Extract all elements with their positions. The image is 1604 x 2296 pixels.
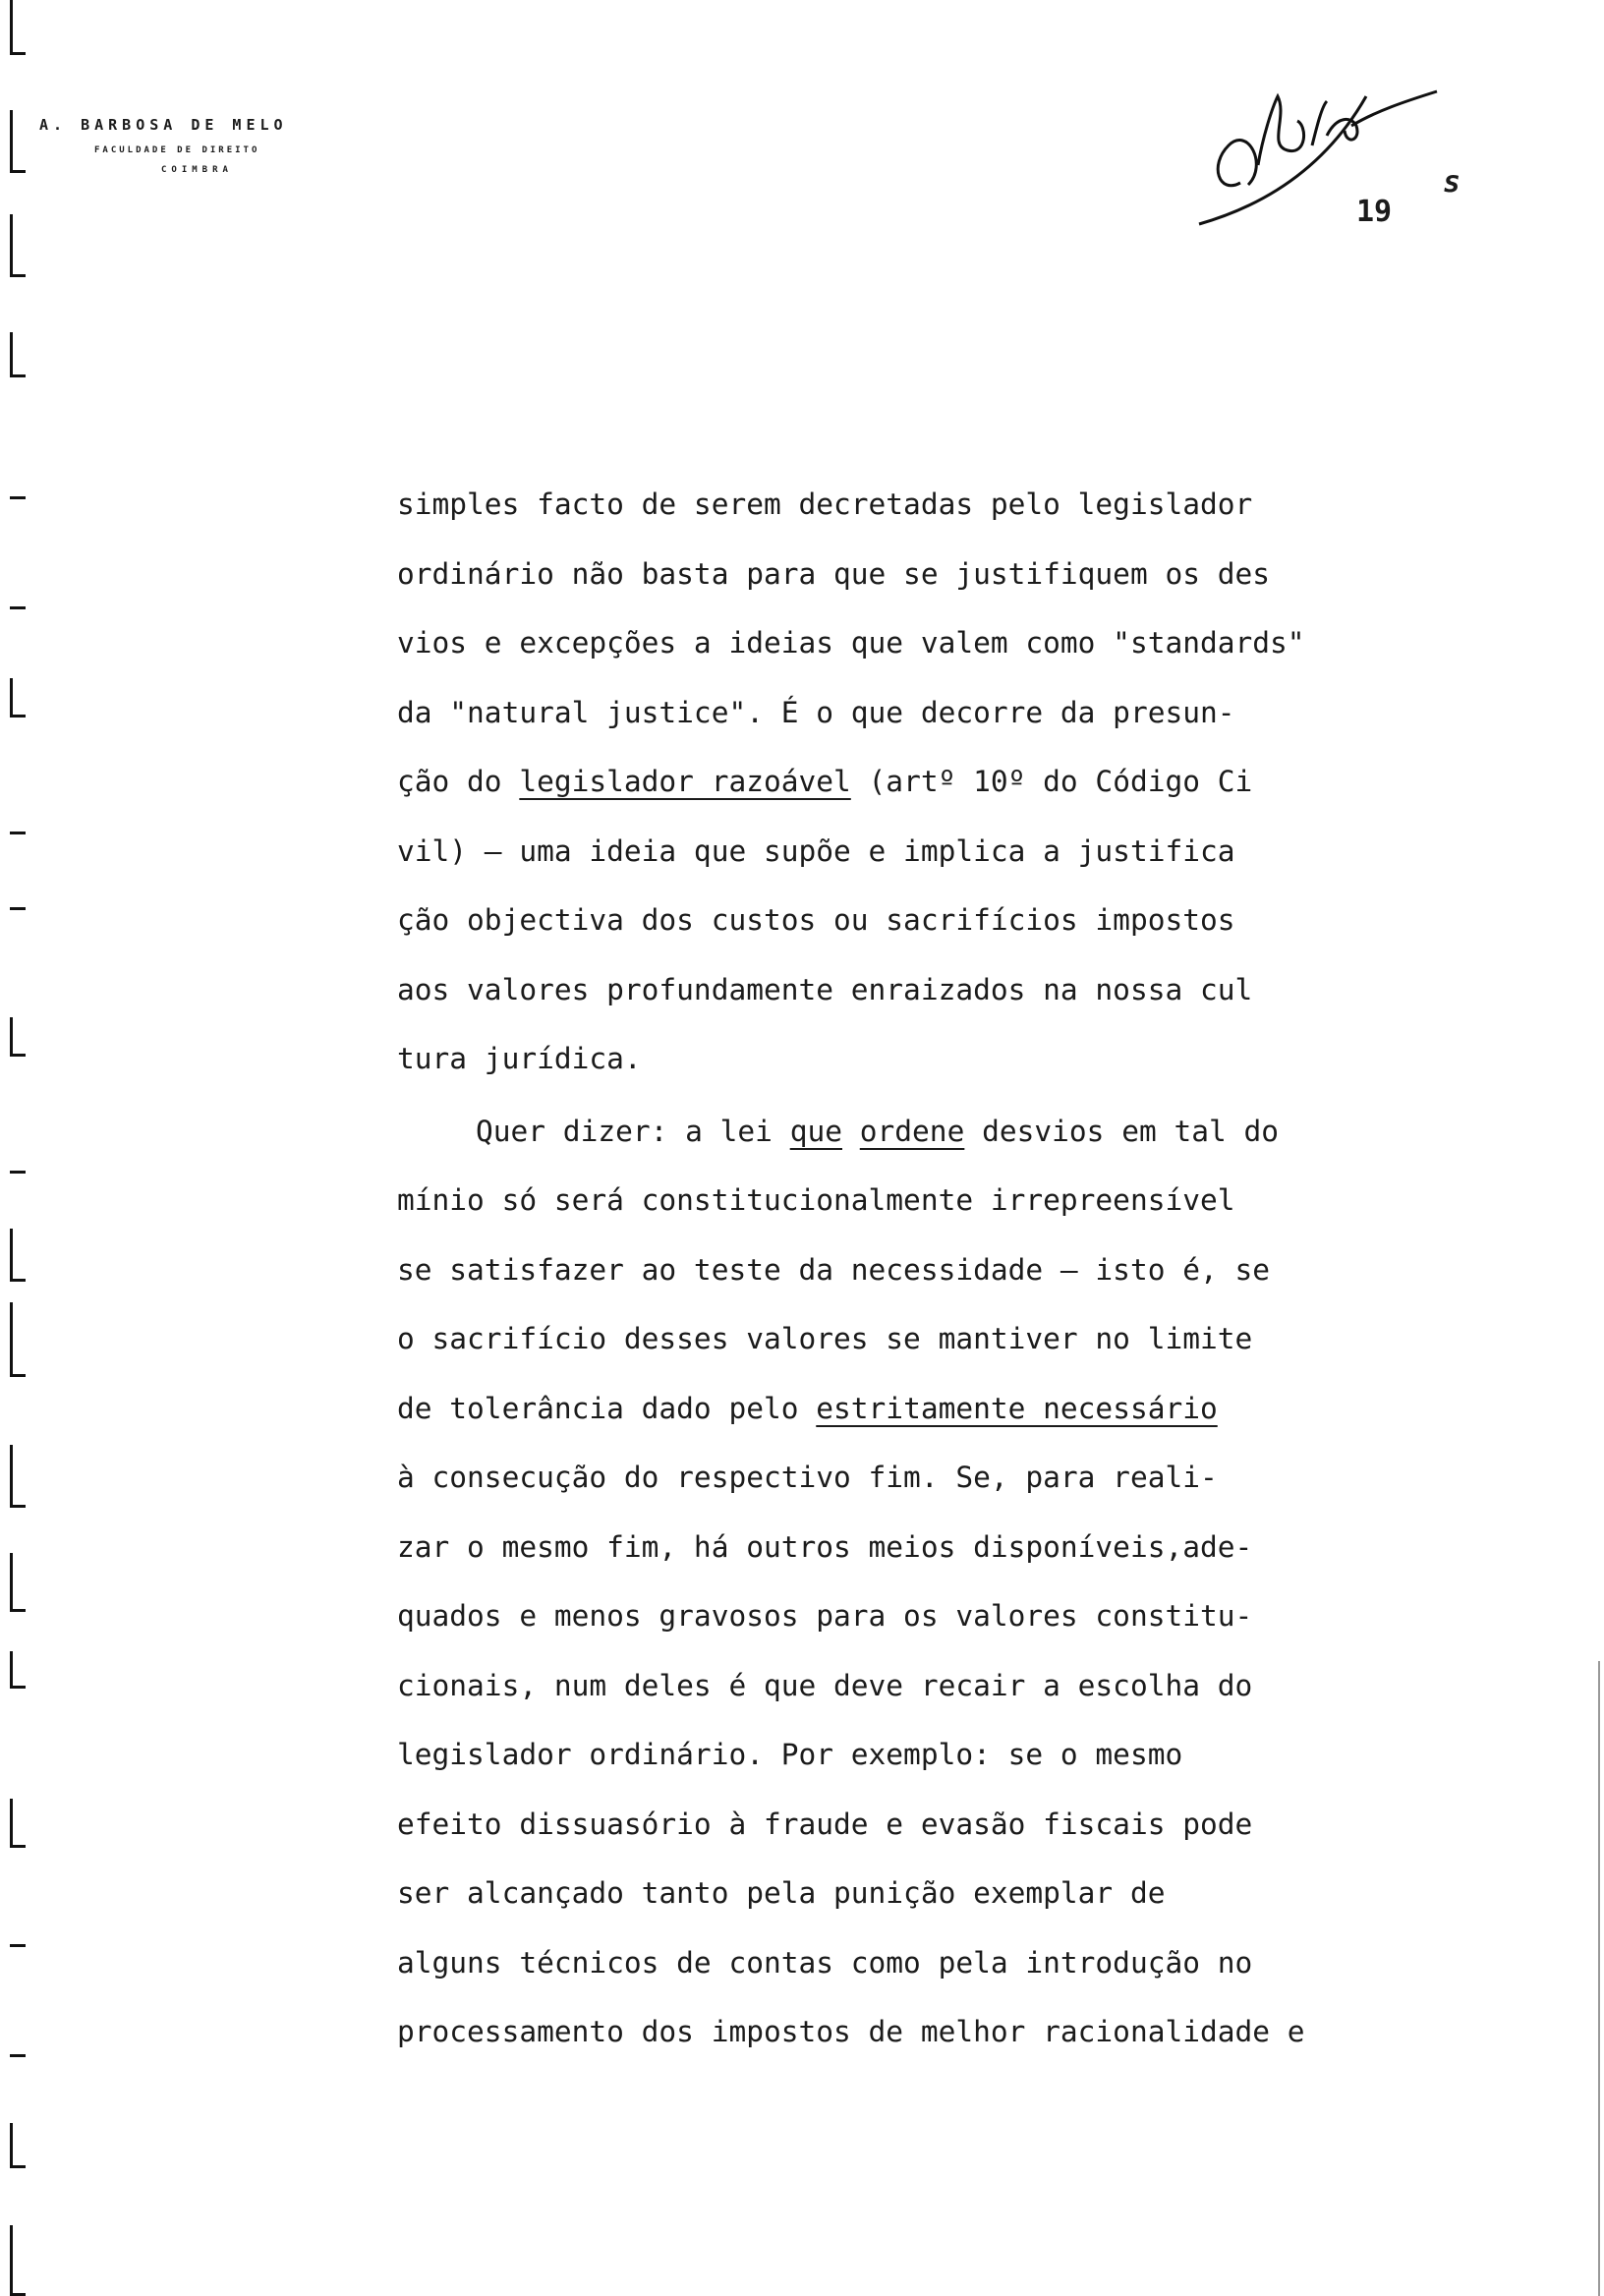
binding-mark [10,1017,13,1057]
text-segment: efeito dissuasório à fraude e evasão fiscais pode [397,1807,1253,1841]
text-segment: ser alcançado tanto pela punição exemplar de [397,1876,1166,1910]
text-line [397,1443,1400,1513]
text-line [397,1166,1400,1235]
binding-mark [10,1229,13,1282]
text-segment: quados e menos gravosos para os valores constitu- [397,1599,1253,1633]
text-segment: à consecução do respectivo fim. Se, para reali- [397,1461,1218,1494]
text-segment: tura jurídica. [397,1042,642,1075]
text-segment: simples facto de serem decretadas pelo legislador [397,488,1253,521]
binding-mark [10,1944,26,1947]
text-line [397,1720,1400,1790]
binding-mark [10,2054,26,2057]
binding-mark [10,832,26,834]
letterhead [39,116,288,175]
binding-mark [10,1651,13,1689]
text-line [397,1513,1400,1582]
text-segment: processamento dos impostos de melhor racionalidade e [397,2015,1305,2048]
text-segment: aos valores profundamente enraizados na nossa cul [397,972,1253,1006]
text-line [397,470,1400,540]
text-segment: zar o mesmo fim, há outros meios disponíveis,ade- [397,1529,1253,1564]
binding-mark [10,1302,13,1377]
text-segment: desvios em tal do [964,1114,1280,1148]
text-segment: ordinário não basta para que se justifiquem os des [397,556,1271,591]
text-segment: se satisfazer ao teste da necessidade — isto é, se [397,1252,1271,1287]
text-line [397,817,1400,887]
text-segment: ção objectiva dos custos ou sacrifícios impostos [397,903,1235,937]
text-line [397,678,1400,748]
letterhead-city: COIMBRA [161,165,233,175]
binding-mark [10,332,13,377]
text-line [397,1790,1400,1860]
paragraph [397,470,1400,1094]
text-segment: cionais, num deles é que deve recair a escolha do [397,1668,1253,1702]
binding-mark [10,1799,13,1848]
letterhead-name: A. BARBOSA DE MELO [39,116,288,134]
binding-mark [10,110,13,173]
text-line [397,1374,1400,1444]
text-line [397,1651,1400,1721]
binding-mark [10,1553,13,1612]
text-line [397,1859,1400,1928]
underlined-text: legislador razoável [519,765,851,798]
binding-mark [10,678,13,718]
text-line [397,1928,1400,1998]
binding-mark [10,2123,13,2168]
scan-edge-line [1598,1661,1600,2296]
text-line [397,1235,1400,1305]
text-segment: o sacrifício desses valores se mantiver no limite [397,1322,1253,1355]
binding-mark [10,907,26,910]
text-segment: legislador ordinário. Por exemplo: se o mesmo [397,1738,1183,1771]
text-segment: (artº 10º do Código Ci [850,765,1253,798]
text-line [397,1581,1400,1651]
underlined-text: ordene [859,1114,965,1148]
signature [1179,57,1455,234]
binding-mark [10,606,26,609]
text-segment: vios e excepções a ideias que valem como "standards" [397,626,1305,660]
page-number: 19 [1356,195,1393,229]
text-line [397,1024,1400,1094]
binding-mark [10,1171,26,1174]
text-line [397,1097,1400,1167]
text-line [397,747,1400,817]
text-segment: Quer dizer: a lei [476,1114,790,1148]
text-segment: mínio só será constitucionalmente irrepreensível [397,1183,1235,1217]
text-line [397,1304,1400,1374]
binding-mark [10,214,13,277]
text-segment: da "natural justice". É o que decorre da presun- [397,695,1235,729]
letterhead-faculty: FACULDADE DE DIREITO [94,145,260,155]
paragraph [397,1097,1400,2067]
text-line [397,886,1400,955]
text-segment [842,1115,860,1148]
text-segment: ção do [397,765,520,798]
text-segment: alguns técnicos de contas como pela introdução no [397,1945,1253,1980]
text-line [397,540,1400,609]
underlined-text: estritamente necessário [816,1391,1218,1425]
text-line [397,608,1400,678]
margin-mark: s [1443,165,1461,200]
text-line [397,955,1400,1025]
text-segment: de tolerância dado pelo [397,1391,817,1425]
binding-mark [10,1445,13,1508]
binding-mark [10,496,26,499]
binding-mark [10,2225,13,2296]
binding-mark [10,0,13,55]
text-segment: vil) — uma ideia que supõe e implica a justifica [397,833,1235,868]
underlined-text: que [789,1114,842,1148]
text-line [397,1997,1400,2067]
body-text [397,470,1400,2067]
